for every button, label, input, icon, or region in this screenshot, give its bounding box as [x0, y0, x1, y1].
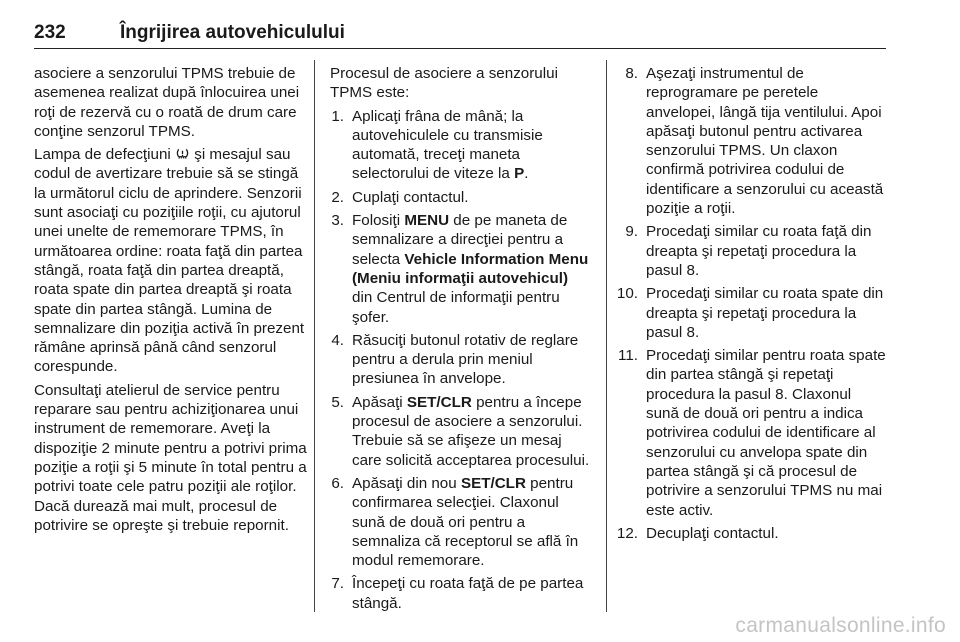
tire-pressure-warning-icon — [176, 147, 189, 161]
list-item: 6. Apăsaţi din nou SET/CLR pentru confirmarea selecţiei. Claxonul sună de două ori pentru a semnaliza că receptorul se află în modul rememorare. — [331, 474, 579, 570]
list-item: 8. Aşezaţi instrumentul de reprogramare pe peretele anvelopei, lângă tija ventilului. Apoi apăsaţi butonul pentru activarea senzorului TPMS. Un claxon confirmă potrivirea codului de identificare a senzorului cu această poziţie a roţii. — [625, 65, 884, 218]
page-number: 232 — [34, 22, 66, 43]
paragraph: Procesul de asociere a senzorului TPMS este: — [330, 65, 558, 102]
paragraph: Lampa de defecţiuni şi mesajul sau codul de avertizare trebuie să se stingă la următorul ciclu de aprindere. Senzorii sunt asociaţi cu poziţiile roţii, cu ajutorul unei unelte de rememorare TPMS, în următoarea ordine: roata faţă din partea stângă, roata faţă din partea dreaptă, roata spate din partea dreaptă şi roata spate din partea stângă. Lumina de semnalizare din poziţia activă în prezent rămâne aprinsă până când senzorul corespunde. — [34, 146, 305, 376]
paragraph: Consultaţi atelierul de service pentru reparare sau pentru achiziţionarea unui instrument de rememorare. Aveţi la dispoziţie 2 minute pentru a potrivi prima poziţie a roţii şi 5 minute în total pentru a potrivi toate cele patru poziţii ale roţilor. Dacă durează mai mult, procesul de potrivire se opreşte şi trebuie repornit. — [34, 381, 307, 534]
column-divider — [314, 60, 315, 612]
page-header — [34, 22, 886, 49]
list-item: 5. Apăsaţi SET/CLR pentru a începe procesul de asociere a senzorului. Trebuie să se afişeze un mesaj care solicită acceptarea procesului. — [331, 393, 590, 469]
list-item: 9. Procedaţi similar cu roata faţă din dreapta şi repetaţi procedura la pasul 8. — [625, 223, 872, 279]
list-item: 10. Procedaţi similar cu roata spate din dreapta şi repetaţi procedura la pasul 8. — [616, 285, 884, 341]
list-item: 11. Procedaţi similar pentru roata spate din partea stângă şi repetaţi procedura la pasul 8. Claxonul sună de două ori pentru a indica potrivirea codului de identificare al senzorului cu anvelopa spate din partea stângă şi că procesul de potrivire a senzorului TPMS nu mai este activ. — [618, 347, 886, 519]
column-1 — [34, 64, 310, 539]
watermark: carmanualsonline.info — [735, 614, 946, 637]
list-item: 1. Aplicaţi frâna de mână; la autovehiculele cu transmisie automată, treceţi maneta selectorului de viteze la P. — [331, 107, 543, 183]
list-item: 3. Folosiţi MENU de pe maneta de semnalizare a direcţiei pentru a selecta Vehicle Information Menu (Meniu informaţii autovehicul) din Centrul de informaţii pentru şofer. — [331, 212, 589, 326]
page-title: Îngrijirea autovehiculului — [120, 22, 345, 43]
paragraph: asociere a senzorului TPMS trebuie de asemenea realizat după înlocuirea unei roţi de rezervă cu o roată de drum care conţine senzorul TPMS. — [34, 65, 300, 140]
list-item: 7. Începeţi cu roata faţă de pe partea stângă. — [331, 575, 584, 612]
column-2 — [330, 64, 592, 617]
list-item: 4. Răsuciţi butonul rotativ de reglare pentru a derula prin meniul presiunea în anvelope. — [331, 331, 579, 388]
list-item: 2. Cuplaţi contactul. — [331, 188, 469, 206]
list-item: 12. Decuplaţi contactul. — [616, 524, 779, 542]
column-3 — [616, 64, 888, 547]
